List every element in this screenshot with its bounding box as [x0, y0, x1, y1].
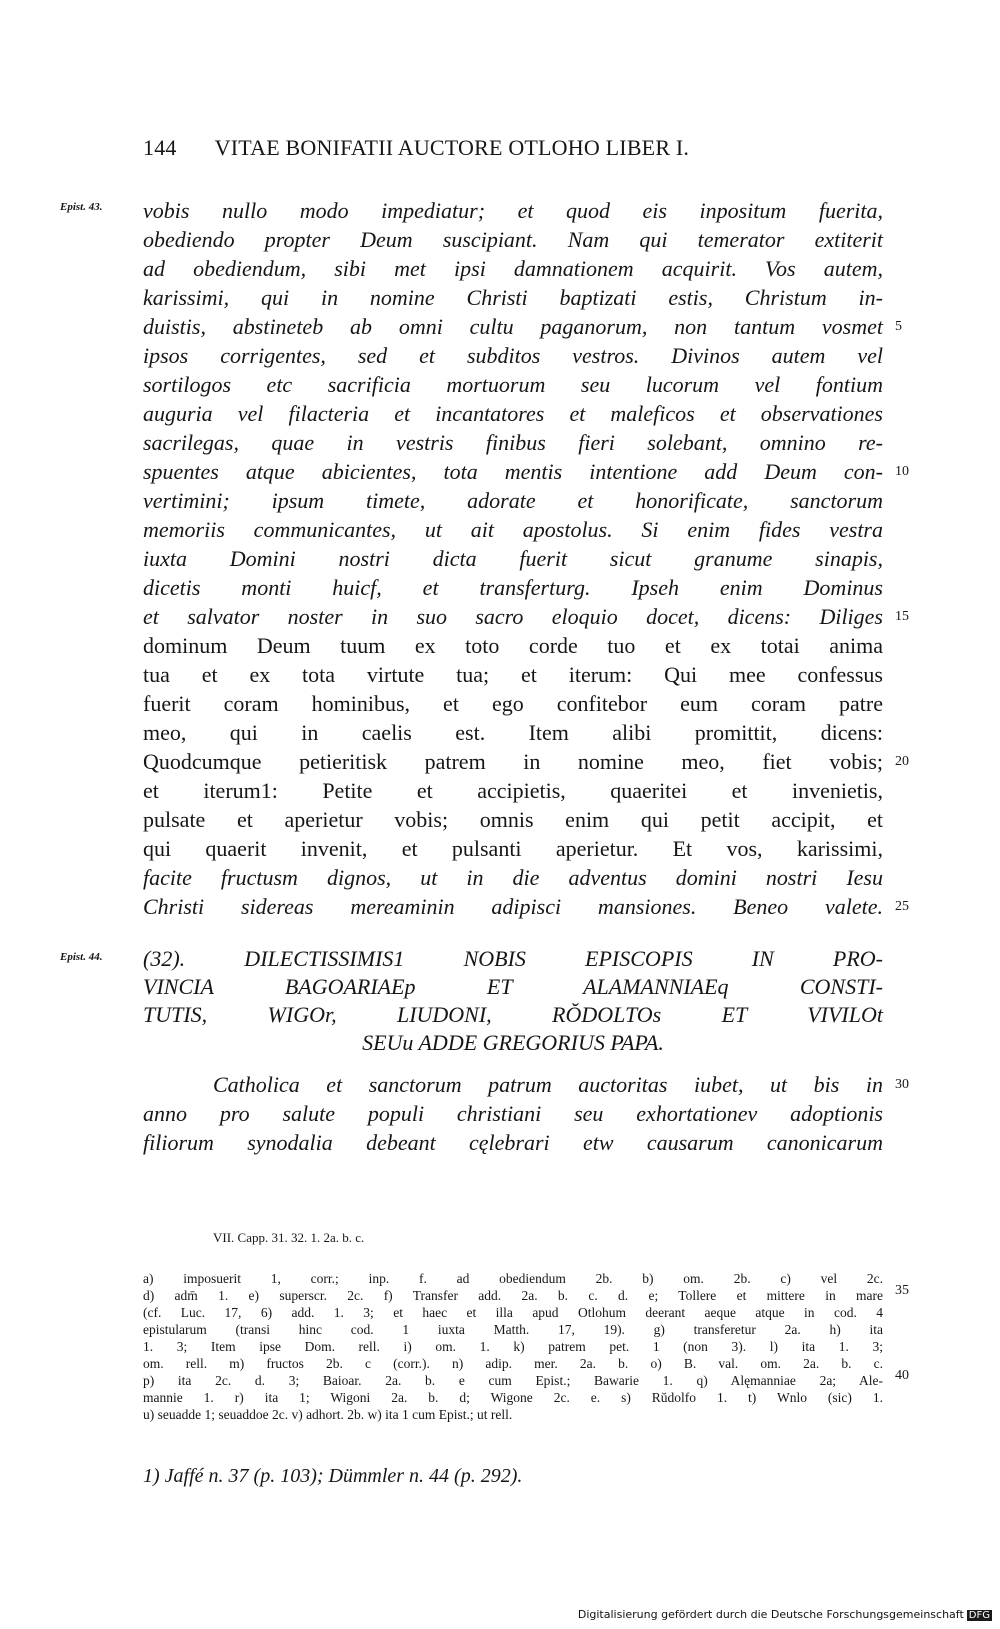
body-line: et iterum1: Petite et accipietis, quaeritei et invenietis,: [143, 778, 883, 803]
margin-note-epist-43: Epist. 43.: [60, 201, 103, 213]
body-line: vobis nullo modo impediatur; et quod eis inpositum fuerita,: [143, 198, 883, 223]
body-line: obediendo propter Deum suscipiant. Nam qui temerator extiterit: [143, 227, 883, 252]
body-line: dominum Deum tuum ex toto corde tuo et ex totai anima: [143, 633, 883, 658]
page-number: 144: [143, 135, 177, 160]
apparatus-line: 1. 3; Item ipse Dom. rell. i) om. 1. k) patrem pet. 1 (non 3). l) ita 1. 3;: [143, 1339, 883, 1354]
line-number-30: 30: [895, 1077, 909, 1092]
body-line: vertimini; ipsum timete, adorate et honorificate, sanctorum: [143, 488, 883, 513]
letter-heading-line: (32). DILECTISSIMIS1 NOBIS EPISCOPIS IN PRO-: [143, 946, 883, 971]
body-line: Christi sidereas mereaminin adipisci mansiones. Beneo valete.: [143, 894, 883, 919]
body-line: sortilogos etc sacrificia mortuorum seu lucorum vel fontium: [143, 372, 883, 397]
line-number-10: 10: [895, 464, 909, 479]
line-number-15: 15: [895, 609, 909, 624]
body-line: memoriis communicantes, ut ait apostolus. Si enim fides vestra: [143, 517, 883, 542]
body-line: duistis, abstineteb ab omni cultu paganorum, non tantum vosmet: [143, 314, 883, 339]
digitization-credit-text: Digitalisierung gefördert durch die Deutsche Forschungsgemeinschaft: [577, 1608, 964, 1621]
dfg-logo: DFG: [968, 1610, 990, 1621]
letter-heading-line: VINCIA BAGOARIAEp ET ALAMANNIAEq CONSTI-: [143, 974, 883, 999]
line-number-5: 5: [895, 319, 902, 334]
line-number-35: 35: [895, 1283, 909, 1298]
apparatus-line: epistularum (transi hinc cod. 1 iuxta Matth. 17, 19). g) transferetur 2a. h) ita: [143, 1322, 883, 1337]
body-line: dicetis monti huicf, et transferturg. Ipseh enim Dominus: [143, 575, 883, 600]
body-line: karissimi, qui in nomine Christi baptizati estis, Christum in-: [143, 285, 883, 310]
body-line: spuentes atque abicientes, tota mentis intentione add Deum con-: [143, 459, 883, 484]
apparatus-line: om. rell. m) fructos 2b. c (corr.). n) adip. mer. 2a. b. o) B. val. om. 2a. b. c.: [143, 1356, 883, 1371]
body-line: fuerit coram hominibus, et ego confitebor eum coram patre: [143, 691, 883, 716]
apparatus-line: (cf. Luc. 17, 6) add. 1. 3; et haec et illa apud Otlohum deerant aeque atque in cod. 4: [143, 1305, 883, 1320]
digitization-credit: [578, 1608, 992, 1621]
body-line: iuxta Domini nostri dicta fuerit sicut granume sinapis,: [143, 546, 883, 571]
apparatus-line: a) imposuerit 1, corr.; inp. f. ad obediendum 2b. b) om. 2b. c) vel 2c.: [143, 1271, 883, 1286]
page-header: [143, 135, 813, 161]
body-line: tua et ex tota virtute tua; et iterum: Qui mee confessus: [143, 662, 883, 687]
letter-line: Catholica et sanctorum patrum auctoritas iubet, ut bis in: [213, 1072, 883, 1097]
apparatus-line: p) ita 2c. d. 3; Baioar. 2a. b. e cum Epist.; Bawarie 1. q) Alęmanniae 2a; Ale-: [143, 1373, 883, 1388]
line-number-25: 25: [895, 899, 909, 914]
apparatus-line: d) adm̄ 1. e) superscr. 2c. f) Transfer add. 2a. b. c. d. e; Tollere et mittere in mare: [143, 1288, 883, 1303]
body-line: meo, qui in caelis est. Item alibi promittit, dicens:: [143, 720, 883, 745]
letter-heading-line: SEUu ADDE GREGORIUS PAPA.: [362, 1030, 664, 1055]
body-line: pulsate et aperietur vobis; omnis enim qui petit accipit, et: [143, 807, 883, 832]
body-line: Quodcumque petieritisk patrem in nomine meo, fiet vobis;: [143, 749, 883, 774]
body-line: ad obediendum, sibi met ipsi damnationem acquirit. Vos autem,: [143, 256, 883, 281]
apparatus-line: u) seuadde 1; seuaddoe 2c. v) adhort. 2b. w) ita 1 cum Epist.; ut rell.: [143, 1407, 513, 1422]
body-line: sacrilegas, quae in vestris finibus fieri solebant, omnino re-: [143, 430, 883, 455]
body-line: auguria vel filacteria et incantatores et maleficos et observationes: [143, 401, 883, 426]
margin-note-epist-44: Epist. 44.: [60, 951, 103, 963]
running-title: VITAE BONIFATII AUCTORE OTLOHO LIBER I.: [214, 135, 690, 160]
body-line: facite fructusm dignos, ut in die adventus domini nostri Iesu: [143, 865, 883, 890]
apparatus-line: mannie 1. r) ita 1; Wigoni 2a. b. d; Wigone 2c. e. s) Rŭdolfo 1. t) Wnlo (sic) 1.: [143, 1390, 883, 1405]
manuscript-reference: VII. Capp. 31. 32. 1. 2a. b. c.: [213, 1230, 365, 1245]
line-number-20: 20: [895, 754, 909, 769]
body-line: et salvator noster in suo sacro eloquio docet, dicens: Diliges: [143, 604, 883, 629]
body-line: qui quaerit invenit, et pulsanti aperietur. Et vos, karissimi,: [143, 836, 883, 861]
letter-heading-line: TUTIS, WIGOr, LIUDONI, RŎDOLTOs ET VIVILOt: [143, 1002, 883, 1027]
line-number-40: 40: [895, 1368, 909, 1383]
letter-line: filiorum synodalia debeant cęlebrari etw causarum canonicarum: [143, 1130, 883, 1155]
letter-line: anno pro salute populi christiani seu exhortationev adoptionis: [143, 1101, 883, 1126]
source-footnote: 1) Jaffé n. 37 (p. 103); Dümmler n. 44 (p. 292).: [143, 1465, 523, 1487]
body-line: ipsos corrigentes, sed et subditos vestros. Divinos autem vel: [143, 343, 883, 368]
